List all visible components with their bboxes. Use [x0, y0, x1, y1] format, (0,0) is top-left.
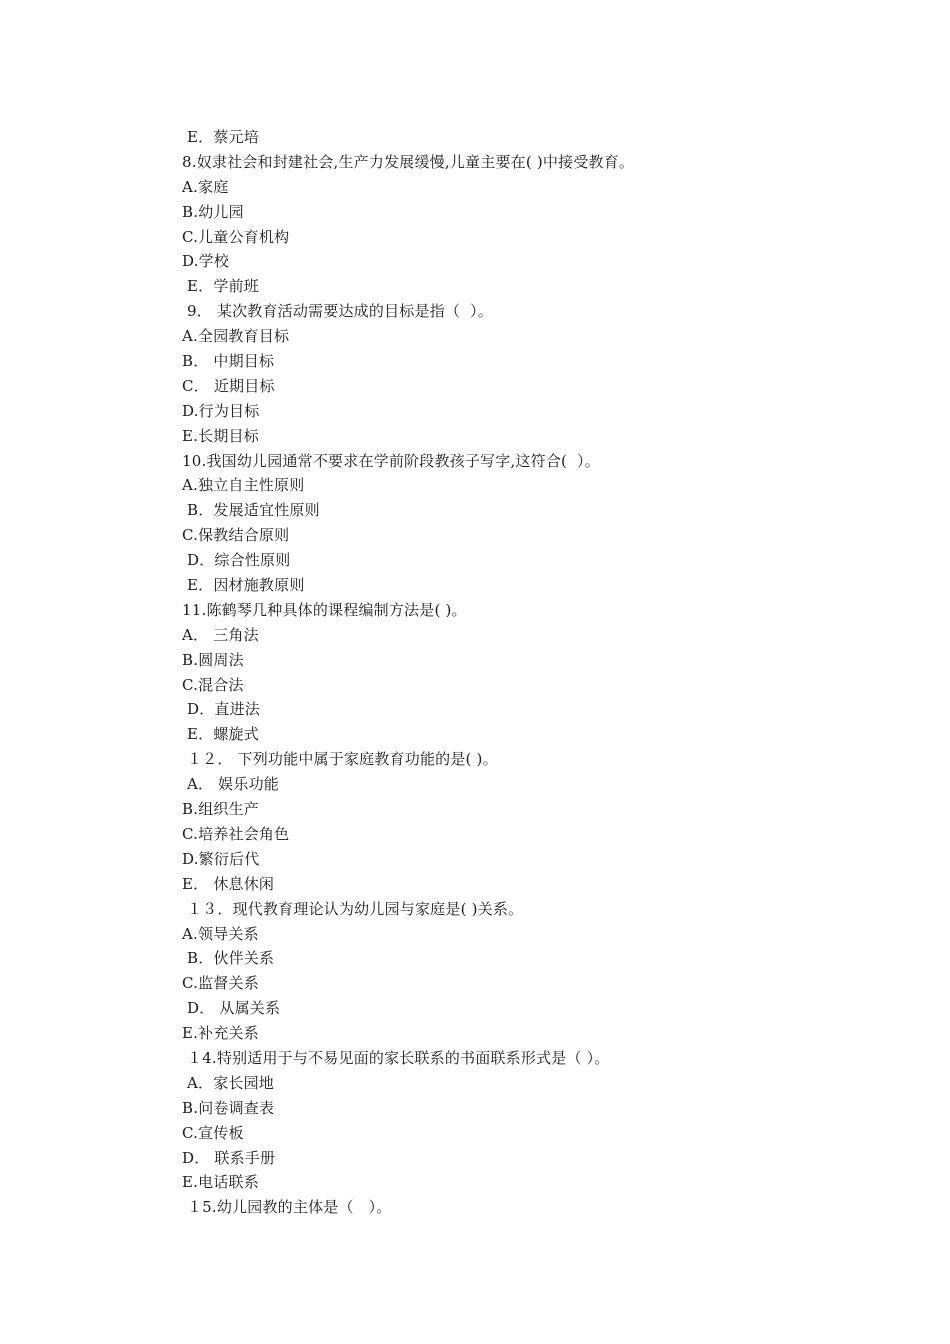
- option-e-q11: E．螺旋式: [182, 725, 259, 744]
- option-b-q9: B． 中期目标: [182, 352, 275, 371]
- question-12: １２． 下列功能中属于家庭教育功能的是( )。: [182, 750, 498, 769]
- option-c-q8: C.儿童公育机构: [182, 227, 290, 246]
- option-c-q11: C.混合法: [182, 675, 244, 694]
- option-d-q14: D． 联系手册: [182, 1148, 276, 1167]
- option-c-q9: C． 近期目标: [182, 376, 275, 395]
- option-e-q12: E． 休息休闲: [182, 874, 275, 893]
- option-e-q7: E．蔡元培: [182, 128, 259, 146]
- option-e-q9: E.长期目标: [182, 426, 259, 445]
- question-11: 11.陈鹤琴几种具体的课程编制方法是( )。: [182, 600, 467, 619]
- question-15: １5.幼儿园教的主体是（ ）。: [182, 1198, 392, 1217]
- option-b-q13: B．伙伴关系: [182, 949, 275, 968]
- option-a-q12: A． 娱乐功能: [182, 775, 279, 794]
- option-b-q12: B.组织生产: [182, 800, 259, 819]
- option-d-q12: D.繁衍后代: [182, 849, 260, 868]
- question-14: １4.特别适用于与不易见面的家长联系的书面联系形式是（ ）。: [182, 1048, 610, 1067]
- option-e-q14: E.电话联系: [182, 1173, 259, 1192]
- option-a-q14: A．家长园地: [182, 1073, 275, 1092]
- option-c-q13: C.监督关系: [182, 974, 259, 993]
- option-c-q12: C.培养社会角色: [182, 824, 290, 843]
- option-d-q8: D.学校: [182, 252, 230, 271]
- option-d-q13: D． 从属关系: [182, 999, 281, 1018]
- option-a-q13: A.领导关系: [182, 924, 259, 943]
- option-a-q9: A.全园教育目标: [182, 327, 290, 346]
- option-b-q11: B.圆周法: [182, 650, 244, 669]
- question-9: 9． 某次教育活动需要达成的目标是指（ ）。: [182, 302, 493, 321]
- option-e-q10: E．因材施教原则: [182, 576, 305, 595]
- question-13: １３．现代教育理论认为幼儿园与家庭是( )关系。: [182, 899, 524, 918]
- option-b-q10: B．发展适宜性原则: [182, 501, 320, 520]
- question-8: 8.奴隶社会和封建社会,生产力发展缓慢,儿童主要在( )中接受教育。: [182, 152, 635, 171]
- option-e-q8: E．学前班: [182, 277, 259, 296]
- option-c-q14: C.宣传板: [182, 1123, 244, 1142]
- option-b-q8: B.幼儿园: [182, 202, 244, 221]
- option-a-q11: A． 三角法: [182, 625, 259, 644]
- option-a-q8: A.家庭: [182, 177, 229, 196]
- option-b-q14: B.问卷调查表: [182, 1098, 275, 1117]
- question-text-block: [182, 125, 882, 1220]
- option-d-q9: D.行为目标: [182, 401, 260, 420]
- option-a-q10: A.独立自主性原则: [182, 476, 305, 495]
- option-e-q13: E.补充关系: [182, 1024, 259, 1043]
- question-10: 10.我国幼儿园通常不要求在学前阶段教孩子写字,这符合( ）。: [182, 451, 600, 470]
- option-d-q11: D．直进法: [182, 700, 260, 719]
- option-c-q10: C.保教结合原则: [182, 526, 290, 545]
- option-d-q10: D．综合性原则: [182, 551, 291, 570]
